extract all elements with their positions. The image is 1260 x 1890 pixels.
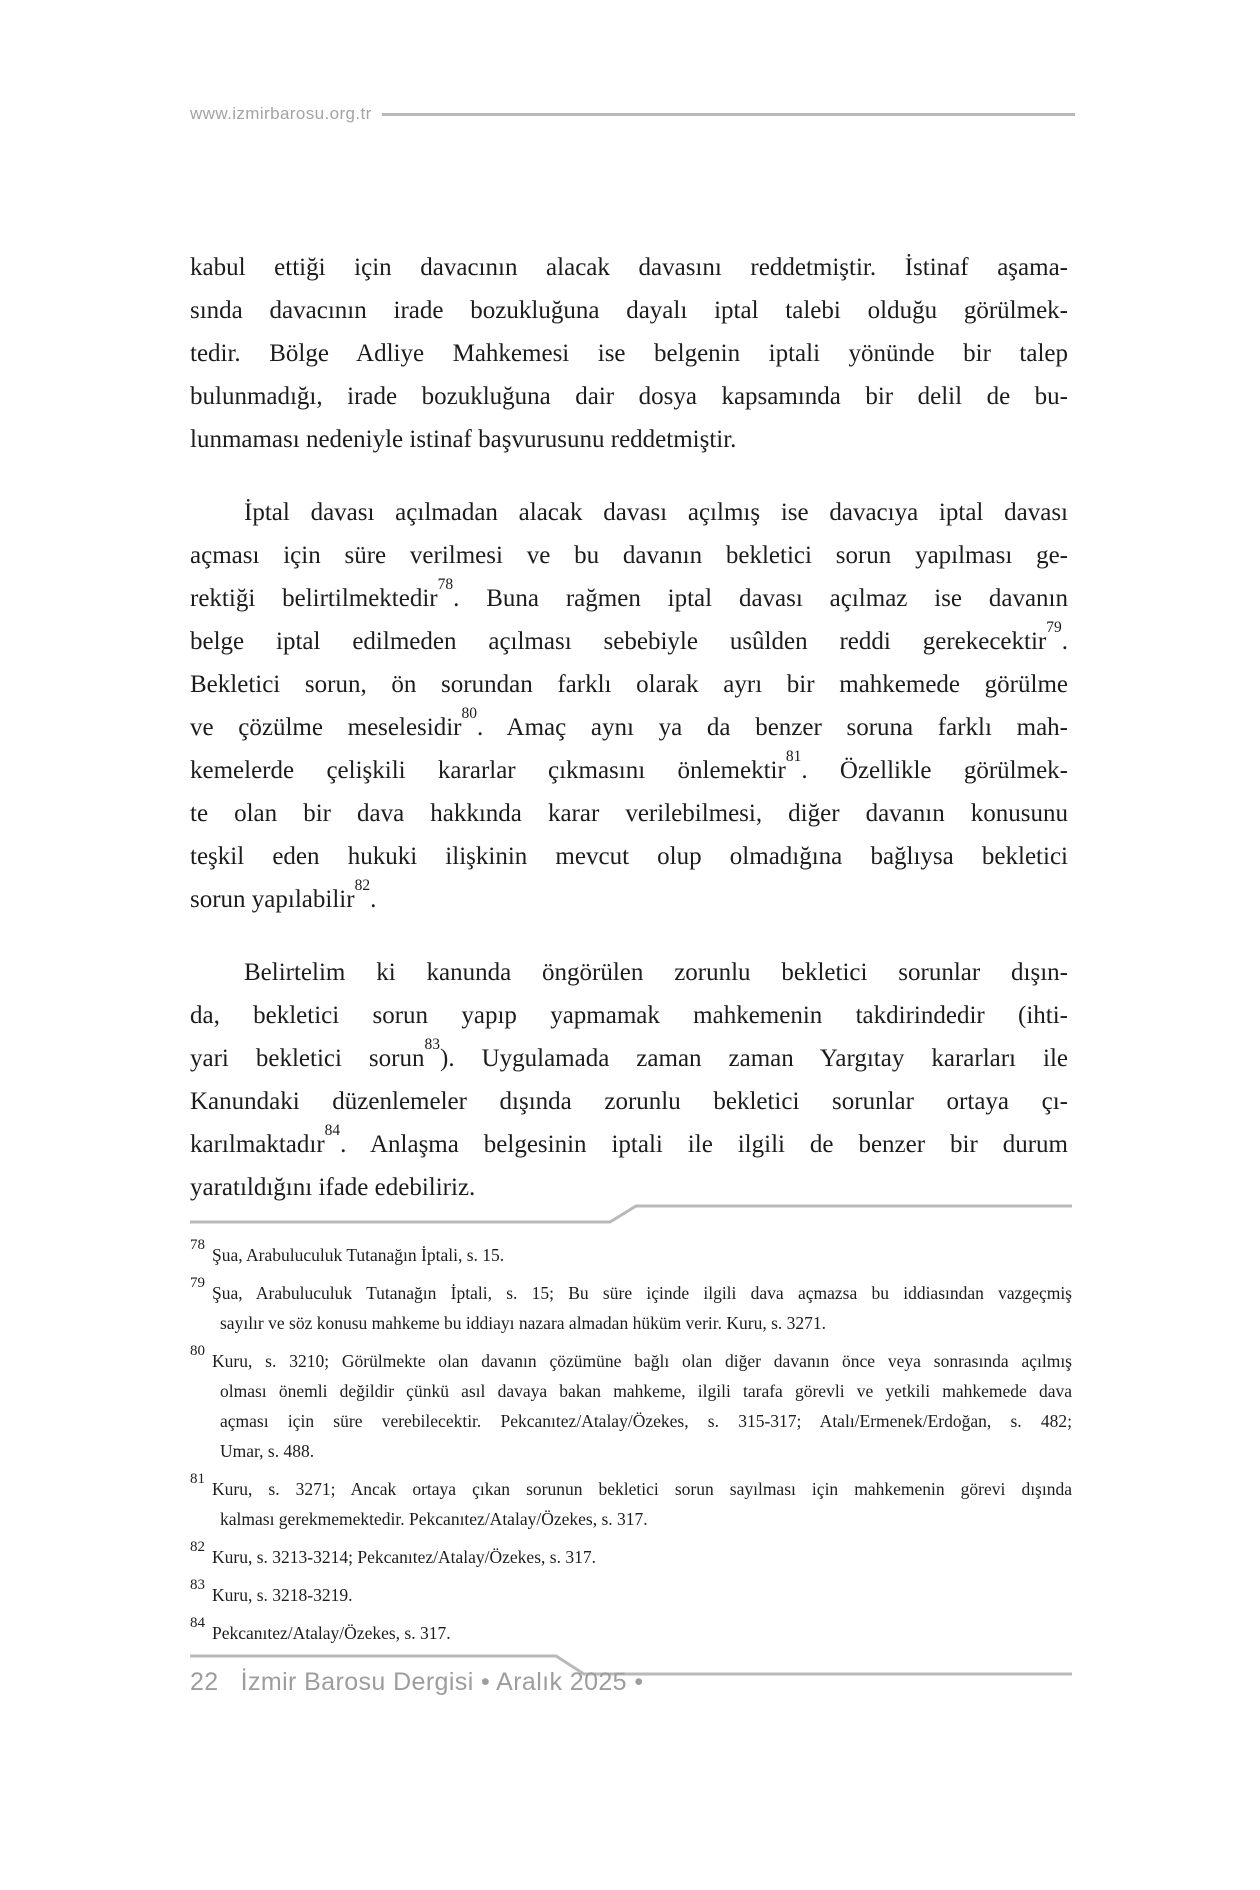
footnote-line: $^{78}$Şua, Arabuluculuk Tutanağın İptali, s. 15. bbox=[190, 1236, 505, 1265]
footnote-item bbox=[190, 1538, 1072, 1572]
paragraph bbox=[190, 951, 1068, 1209]
text-line: Bekletici sorun, ön sorundan farklı olarak ayrı bir mahkemede görülme bbox=[190, 671, 1068, 698]
footnote-line: Umar, s. 488. bbox=[220, 1441, 315, 1461]
text-line: İptal davası açılmadan alacak davası açılmış ise davacıya iptal davası bbox=[244, 499, 1068, 526]
footnote-item bbox=[190, 1614, 1072, 1648]
text-line: tedir. Bölge Adliye Mahkemesi ise belgenin iptali yönünde bir talep bbox=[190, 340, 1068, 367]
footnote-ref: 84 bbox=[324, 1121, 341, 1139]
page-number: 22 bbox=[190, 1668, 219, 1696]
footnote-line: sayılır ve söz konusu mahkeme bu iddiayı nazara almadan hüküm verir. Kuru, s. 3271. bbox=[220, 1313, 827, 1333]
footnote-item bbox=[190, 1576, 1072, 1610]
footnote-item bbox=[190, 1470, 1072, 1534]
text-line: teşkil eden hukuki ilişkinin mevcut olup olmadığına bağlıysa bekletici bbox=[190, 843, 1068, 870]
footnote-line: $^{83}$Kuru, s. 3218-3219. bbox=[190, 1576, 353, 1605]
footnote-number: 79 bbox=[190, 1274, 205, 1291]
text-line: kemelerde çelişkili kararlar çıkmasını önlemektir$^{81}$. Özellikle görülmek- bbox=[190, 747, 1068, 784]
footnote-ref: 78 bbox=[437, 575, 454, 593]
header-url: www.izmirbarosu.org.tr bbox=[190, 104, 372, 123]
footnote-number: 80 bbox=[190, 1342, 205, 1359]
footnote-ref: 79 bbox=[1046, 618, 1062, 636]
text-line: açması için süre verilmesi ve bu davanın bekletici sorun yapılması ge- bbox=[190, 542, 1068, 569]
text-line: belge iptal edilmeden açılması sebebiyle usûlden reddi gerekecektir$^{79}$. bbox=[190, 618, 1068, 655]
footnote-line: açması için süre verebilecektir. Pekcanıtez/Atalay/Özekes, s. 315-317; Atalı/Ermenek/Erdoğan, s. 482; bbox=[220, 1411, 1072, 1431]
header-rule bbox=[382, 113, 1075, 116]
footnote-ref: 83 bbox=[424, 1035, 440, 1053]
footnote-ref: 80 bbox=[461, 704, 477, 722]
footnote-number: 84 bbox=[190, 1614, 205, 1631]
footnote-line: $^{80}$Kuru, s. 3210; Görülmekte olan davanın çözümüne bağlı olan diğer davanın önce veya sonrasında açılmış bbox=[190, 1342, 1072, 1371]
text-line: te olan bir dava hakkında karar verilebilmesi, diğer davanın konusunu bbox=[190, 800, 1068, 827]
footnote-ref: 81 bbox=[785, 747, 802, 765]
text-line: ve çözülme meselesidir$^{80}$. Amaç aynı ya da benzer soruna farklı mah- bbox=[190, 704, 1068, 741]
footnote-line: kalması gerekmemektedir. Pekcanıtez/Atalay/Özekes, s. 317. bbox=[220, 1509, 648, 1529]
page-header bbox=[190, 104, 1075, 124]
footnote-number: 82 bbox=[190, 1538, 205, 1555]
text-line: da, bekletici sorun yapıp yapmamak mahkemenin takdirindedir (ihti- bbox=[190, 1002, 1068, 1029]
text-line: yari bekletici sorun$^{83}$). Uygulamada zaman zaman Yargıtay kararları ile bbox=[190, 1035, 1068, 1072]
text-line: lunmaması nedeniyle istinaf başvurusunu reddetmiştir. bbox=[190, 426, 737, 453]
footnote-line: $^{84}$Pekcanıtez/Atalay/Özekes, s. 317. bbox=[190, 1614, 451, 1643]
text-line: bulunmadığı, irade bozukluğuna dair dosya kapsamında bir delil de bu- bbox=[190, 383, 1068, 410]
footnote-item bbox=[190, 1274, 1072, 1338]
footnote-number: 83 bbox=[190, 1576, 205, 1593]
footnote-item bbox=[190, 1236, 1072, 1270]
text-line: kabul ettiği için davacının alacak davasını reddetmiştir. İstinaf aşama- bbox=[190, 254, 1068, 281]
text-line: Belirtelim ki kanunda öngörülen zorunlu bekletici sorunlar dışın- bbox=[244, 959, 1068, 986]
text-line: rektiği belirtilmektedir$^{78}$. Buna rağmen iptal davası açılmaz ise davanın bbox=[190, 575, 1069, 612]
page-footer bbox=[190, 1668, 644, 1697]
text-line: sında davacının irade bozukluğuna dayalı iptal talebi olduğu görülmek- bbox=[190, 297, 1068, 324]
footnote-line: $^{81}$Kuru, s. 3271; Ancak ortaya çıkan sorunun bekletici sorun sayılması için mahkemenin görevi dışında bbox=[190, 1470, 1072, 1499]
footnote-line: olması önemli değildir çünkü asıl davaya bakan mahkeme, ilgili tarafa görevli ve yetkili mahkemede dava bbox=[220, 1381, 1072, 1401]
text-line: Kanundaki düzenlemeler dışında zorunlu bekletici sorunlar ortaya çı- bbox=[190, 1088, 1068, 1115]
text-line: sorun yapılabilir$^{82}$. bbox=[190, 876, 377, 913]
text-line: yaratıldığını ifade edebiliriz. bbox=[190, 1174, 476, 1201]
footnote-item bbox=[190, 1342, 1072, 1466]
footnote-line: $^{82}$Kuru, s. 3213-3214; Pekcanıtez/Atalay/Özekes, s. 317. bbox=[190, 1538, 596, 1567]
journal-title: İzmir Barosu Dergisi • Aralık 2025 • bbox=[240, 1668, 644, 1696]
footnote-line: $^{79}$Şua, Arabuluculuk Tutanağın İptali, s. 15; Bu süre içinde ilgili dava açmazsa bu iddiasından vazgeçmiş bbox=[190, 1274, 1072, 1303]
paragraph bbox=[190, 491, 1068, 921]
footnote-ref: 82 bbox=[354, 876, 371, 894]
body-text bbox=[190, 246, 1068, 1239]
footnote-number: 81 bbox=[190, 1470, 205, 1487]
footnote-number: 78 bbox=[190, 1236, 205, 1253]
footnotes bbox=[190, 1236, 1072, 1656]
text-line: karılmaktadır$^{84}$. Anlaşma belgesinin iptali ile ilgili de benzer bir durum bbox=[190, 1121, 1068, 1158]
paragraph bbox=[190, 246, 1068, 461]
